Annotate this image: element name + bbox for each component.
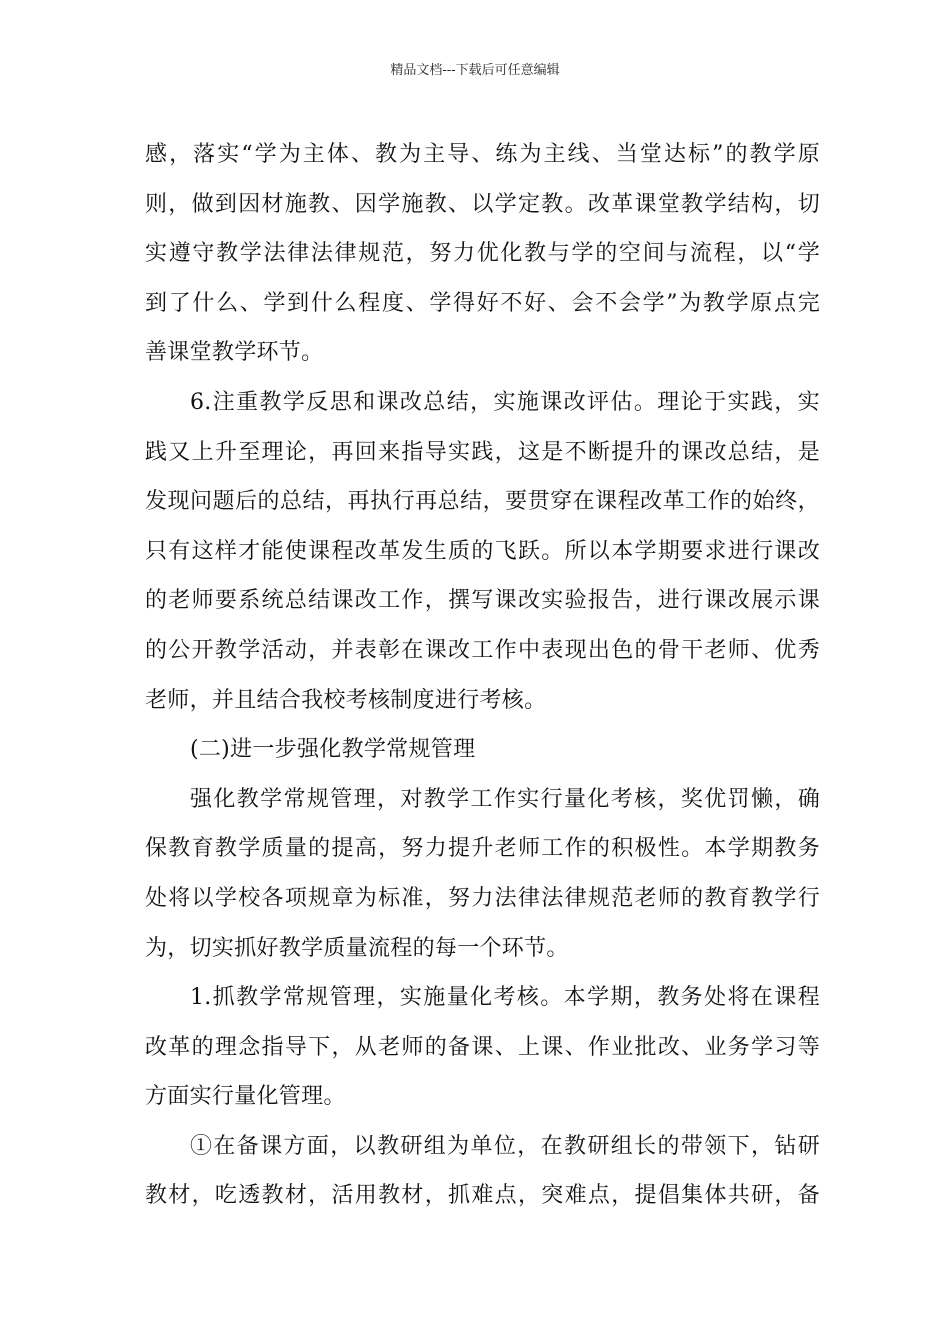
document-body [145,130,820,1221]
text-line: (二)进一步强化教学常规管理 [190,737,476,763]
text-line: 老师，并且结合我校考核制度进行考核。 [145,687,547,713]
page-header: 精品文档---下载后可任意编辑 [390,63,560,78]
text-line: 到了什么、学到什么程度、学得好不好、会不会学”为教学原点完 [145,290,820,316]
text-line: 改革的理念指导下，从老师的备课、上课、作业批改、业务学习等 [145,1034,820,1060]
text-line: 处将以学校各项规章为标准，努力法律法律规范老师的教育教学行 [145,885,820,911]
text-line: 1.抓教学常规管理，实施量化考核。本学期，教务处将在课程 [190,985,820,1011]
text-line: 则，做到因材施教、因学施教、以学定教。改革课堂教学结构，切 [145,191,820,217]
text-line: 为，切实抓好教学质量流程的每一个环节。 [145,935,569,961]
text-line: ①在备课方面，以教研组为单位，在教研组长的带领下，钻研 [190,1133,820,1159]
text-line: 践又上升至理论，再回来指导实践，这是不断提升的课改总结，是 [145,439,820,465]
text-line: 的公开教学活动，并表彰在课改工作中表现出色的骨干老师、优秀 [145,637,820,663]
text-line: 强化教学常规管理，对教学工作实行量化考核，奖优罚懒，确 [190,786,820,812]
text-line: 保教育教学质量的提高，努力提升老师工作的积极性。本学期教务 [145,836,820,862]
text-line: 只有这样才能使课程改革发生质的飞跃。所以本学期要求进行课改 [145,538,820,564]
text-line: 的老师要系统总结课改工作，撰写课改实验报告，进行课改展示课 [145,588,820,614]
text-line: 6.注重教学反思和课改总结，实施课改评估。理论于实践，实 [190,389,820,415]
text-line: 发现问题后的总结，再执行再总结，要贯穿在课程改革工作的始终， [145,489,820,515]
text-line: 教材，吃透教材，活用教材，抓难点，突难点，提倡集体共研，备 [145,1183,820,1209]
text-line: 实遵守教学法律法律规范，努力优化教与学的空间与流程，以“学 [145,241,820,267]
text-line: 方面实行量化管理。 [145,1084,346,1110]
text-line: 感，落实“学为主体、教为主导、练为主线、当堂达标”的教学原 [145,142,820,167]
text-line: 善课堂教学环节。 [145,340,324,366]
